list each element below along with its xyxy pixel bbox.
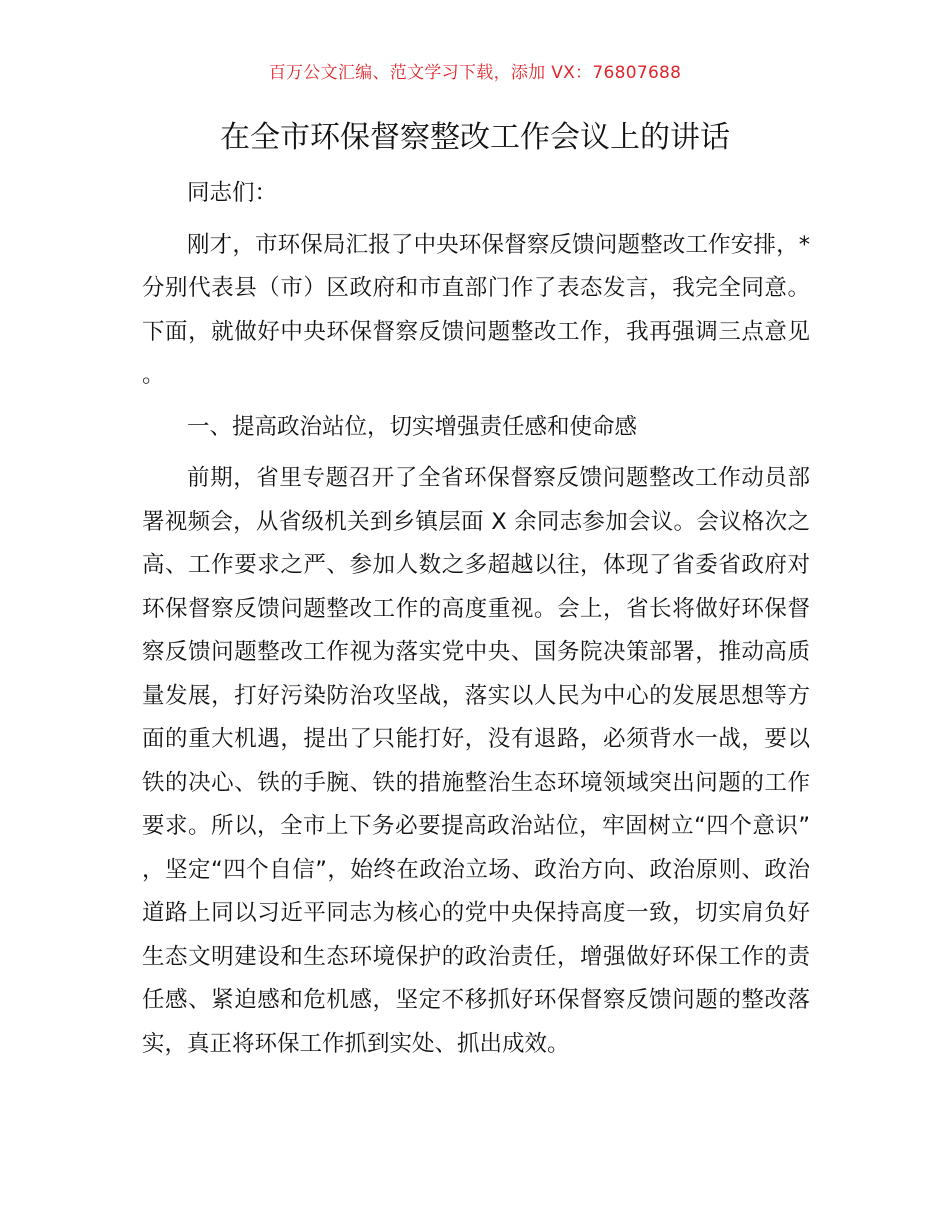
body-paragraph: 前期，省里专题召开了全省环保督察反馈问题整改工作动员部署视频会，从省级机关到乡镇层面 X 余同志参加会议。会议格次之高、工作要求之严、参加人数之多超越以往，体现了省委省政府对环保督察反馈问题整改工作的高度重视。会上，省长将做好环保督察反馈问题整改工作视为落实党中央、国务院决策部署，推动高质量发展，打好污染防治攻坚战，落实以人民为中心的发展思想等方面的重大机遇，提出了只能打好，没有退路，必须背水一战，要以铁的决心、铁的手腕、铁的措施整治生态环境领域突出问题的工作要求。所以，全市上下务必要提高政治站位，牢固树立“四个意识”，坚定“四个自信”，始终在政治立场、政治方向、政治原则、政治道路上同以习近平同志为核心的党中央保持高度一致，切实肩负好生态文明建设和生态环境保护的政治责任，增强做好环保工作的责任感、紧迫感和危机感，坚定不移抓好环保督察反馈问题的整改落实，真正将环保工作抓到实处、抓出成效。	[142, 465, 810, 1057]
document-body	[142, 172, 810, 1066]
intro-paragraph: 刚才，市环保局汇报了中央环保督察反馈问题整改工作安排，*分别代表县（市）区政府和市直部门作了表态发言，我完全同意。下面，就做好中央环保督察反馈问题整改工作，我再强调三点意见。	[142, 231, 810, 388]
document-title: 在全市环保督察整改工作会议上的讲话	[220, 120, 730, 155]
section-heading-1: 一、提高政治站位，切实增强责任感和使命感	[187, 413, 638, 440]
watermark-header: 百万公文汇编、范文学习下载，添加 VX：76807688	[268, 63, 682, 83]
salutation-paragraph: 同志们：	[187, 180, 278, 206]
